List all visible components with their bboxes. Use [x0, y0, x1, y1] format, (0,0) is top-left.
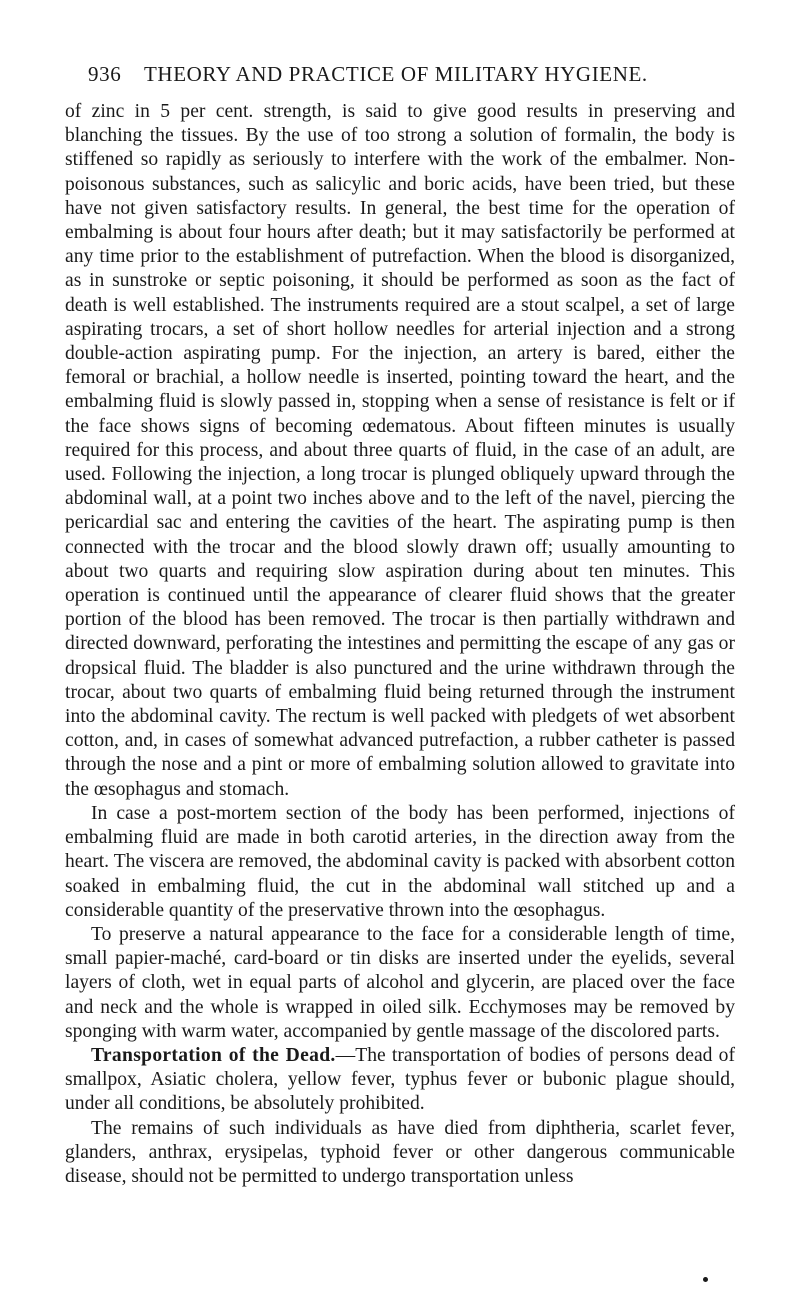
paragraph-communicable-disease: The remains of such individuals as have died from diphtheria, scarlet fever, glanders, anthrax, erysipelas, typhoid fever or other dangerous communicable disease, should not be permitted to undergo transportation unless: [65, 1117, 735, 1187]
paragraph-face-preservation: To preserve a natural appearance to the face for a considerable length of time, small papier-maché, card-board or tin disks are inserted under the eyelids, several layers of cloth, wet in equal parts of alcohol and glycerin, are placed over the face and neck and the whole is wrapped in oiled silk. Ecchymoses may be removed by sponging with warm water, accompanied by gentle massage of the discolored parts.: [65, 923, 735, 1042]
body-text: [65, 100, 735, 1189]
paragraph-post-mortem: In case a post-mortem section of the body has been performed, injections of embalming fluid are made in both carotid arteries, in the direction away from the heart. The viscera are removed, the abdominal cavity is packed with absorbent cotton soaked in embalming fluid, the cut in the abdominal wall stitched up and a considerable quantity of the preservative thrown into the œsophagus.: [65, 802, 735, 921]
running-title: THEORY AND PRACTICE OF MILITARY HYGIENE.: [144, 62, 648, 86]
running-head: [88, 62, 728, 87]
paragraph-embalming-procedure: of zinc in 5 per cent. strength, is said to give good results in preserving and blanching the tissues. By the use of too strong a solution of formalin, the body is stiffened so rapidly as seriously to interfere with the work of the embalmer. Non-poisonous substances, such as salicylic and boric acids, have been tried, but these have not given satisfactory results. In general, the best time for the operation of embalming is about four hours after death; but it may satisfactorily be performed at any time prior to the establishment of putrefaction. When the blood is disorganized, as in sunstroke or septic poisoning, it should be performed as soon as the fact of death is well established. The instruments required are a stout scalpel, a set of large aspirating trocars, a set of short hollow needles for arterial injection and a strong double-action aspirating pump. For the injection, an artery is bared, either the femoral or brachial, a hollow needle is inserted, pointing toward the heart, and the embalming fluid is slowly passed in, stopping when a sense of resistance is felt or if the face shows signs of becoming œdematous. About fifteen minutes is usually required for this process, and about three quarts of fluid, in the case of an adult, are used. Following the injection, a long trocar is plunged obliquely upward through the abdominal wall, at a point two inches above and to the left of the navel, piercing the pericardial sac and entering the cavities of the heart. The aspirating pump is then connected with the trocar and the blood slowly drawn off; usually amounting to about two quarts and requiring slow aspiration during about ten minutes. This operation is continued until the appearance of clearer fluid shows that the greater portion of the blood has been removed. The trocar is then partially withdrawn and directed downward, perforating the intestines and permitting the escape of any gas or dropsical fluid. The bladder is also punctured and the urine withdrawn through the trocar, about two quarts of embalming fluid being returned through the instrument into the abdominal cavity. The rectum is well packed with pledgets of wet absorbent cotton, and, in cases of somewhat advanced putrefaction, a rubber catheter is passed through the nose and a pint or more of embalming solution allowed to gravitate into the œsophagus and stomach.: [65, 101, 735, 800]
page-number: 936: [88, 62, 122, 86]
paragraph-transportation: [65, 1044, 735, 1117]
print-speck: [703, 1277, 708, 1282]
section-text: —The transportation of bodies of persons dead of smallpox, Asiatic cholera, yellow fever, typhus fever or bubonic plague should, under all conditions, be absolutely prohibited.: [65, 1044, 735, 1115]
section-heading: Transportation of the Dead.: [91, 1044, 336, 1066]
